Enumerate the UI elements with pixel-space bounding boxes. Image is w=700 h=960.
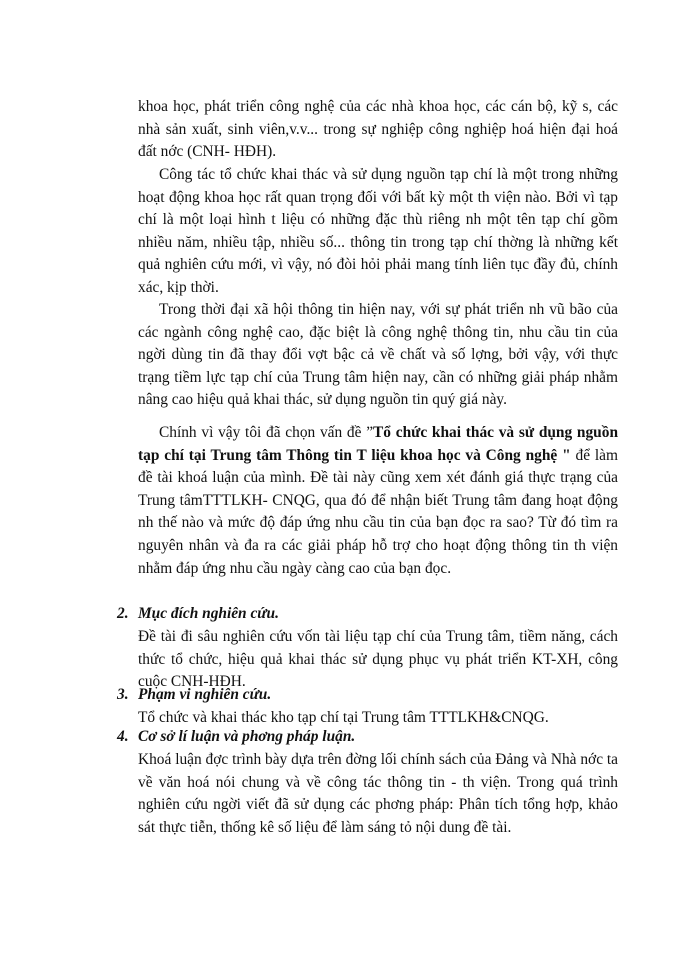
section-body-purpose: Đề tài đi sâu nghiên cứu vốn tài liệu tạp chí của Trung tâm, tiềm năng, cách thức tổ chức, hiệu quả khai thác sử dụng phục vụ phát triển KT-XH, công cuộc CNH-HĐH. (138, 628, 618, 691)
section-heading-scope (117, 684, 617, 707)
section-title: Phạm vi nghiên cứu. (138, 686, 272, 703)
paragraph-intro-continuation: khoa học, phát triển công nghệ của các nhà khoa học, các cán bộ, kỹ s, các nhà sản xuất, sinh viên,v.v... trong sự nghiệp công nghiệp hoá hiện đại hoá đất nớc (CNH- HĐH). (138, 98, 618, 161)
topic-text-before: Chính vì vậy tôi đã chọn vấn đề ” (159, 424, 374, 441)
section-number: 3. (117, 686, 129, 703)
section-number: 2. (117, 605, 129, 622)
topic-title: Tổ chức khai thác và sử dụng nguồn tạp chí tại Trung tâm Thông tin T liệu khoa học và Công nghệ " (138, 424, 619, 464)
paragraph-topic-choice (138, 422, 618, 580)
paragraph-information-era: Trong thời đại xã hội thông tin hiện nay, với sự phát triển nh vũ bão của các ngành công nghệ cao, đặc biệt là công nghệ thông tin, nhu cầu tin của ngời dùng tin đã thay đổi vợt bậc cả về chất và số lợng, bởi vậy, với thực trạng tiềm lực tạp chí của Trung tâm hiện nay, cần có những giải pháp nhằm nâng cao hiệu quả khai thác, sử dụng nguồn tin quý giá này. (138, 301, 618, 409)
section-title: Mục đích nghiên cứu. (138, 605, 279, 622)
paragraph-journal-work: Công tác tổ chức khai thác và sử dụng nguồn tạp chí là một trong những hoạt động khoa học rất quan trọng đối với bất kỳ một th viện nào. Bởi vì tạp chí là một loại hình t liệu có những đặc thù riêng nh một tên tạp chí gồm nhiều năm, nhiều tập, nhiều số... thông tin trong tạp chí thờng là những kết quả nghiên cứu mới, vì vậy, nó đòi hỏi phải mang tính liên tục đầy đủ, chính xác, kịp thời. (138, 166, 618, 296)
section-body-scope: Tổ chức và khai thác kho tạp chí tại Trung tâm TTTLKH&CNQG. (138, 709, 549, 726)
section-heading-purpose (117, 603, 617, 626)
section-heading-methodology (117, 726, 617, 749)
section-title: Cơ sở lí luận và phơng pháp luận. (138, 728, 356, 745)
section-body-methodology: Khoá luận đợc trình bày dựa trên đờng lối chính sách của Đảng và Nhà nớc ta về văn hoá nói chung và về công tác thông tin - th viện. Trong quá trình nghiên cứu ngời viết đã sử dụng các phơng pháp: Phân tích tổng hợp, khảo sát thực tiễn, thống kê số liệu để làm sáng tỏ nội dung đề tài. (138, 751, 618, 836)
topic-text-after: để làm đề tài khoá luận của mình. Đề tài này cũng xem xét đánh giá thực trạng của Trung tâmTTTLKH- CNQG, qua đó để nhận biết Trung tâm đang hoạt động nh thế nào và mức độ đáp ứng nhu cầu tin của bạn đọc ra sao? Từ đó tìm ra nguyên nhân và đa ra các giải pháp hỗ trợ cho hoạt động thông tin th viện nhằm đáp ứng nhu cầu ngày càng cao của bạn đọc. (138, 446, 618, 577)
section-number: 4. (117, 728, 129, 745)
